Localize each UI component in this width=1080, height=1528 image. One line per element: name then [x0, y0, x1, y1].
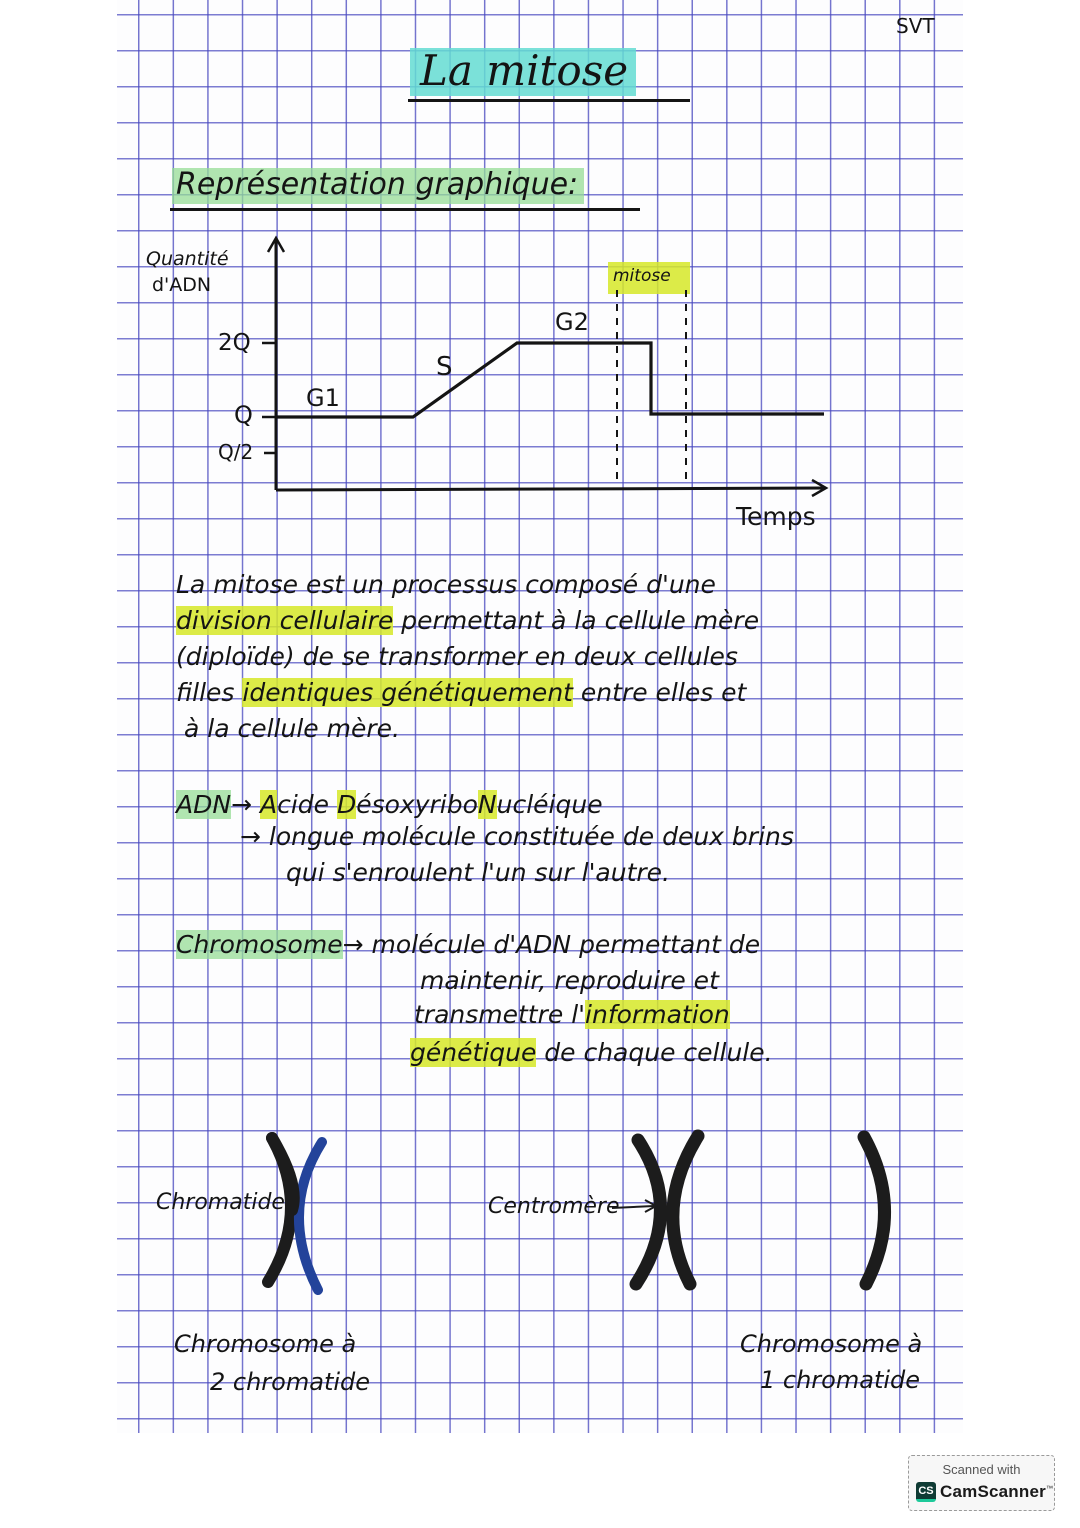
definition-line-4-end: entre elles et	[572, 678, 747, 707]
phase-label-g2: G2	[555, 308, 589, 336]
adn-sub-arrow-icon: →	[240, 822, 261, 851]
adn-expansion-n-rest: ucléique	[496, 790, 603, 819]
chromosome-line-3-start: transmettre l'	[414, 1000, 586, 1029]
adn-letter-a: A	[259, 790, 278, 819]
highlight-genetique: génétique	[410, 1038, 537, 1067]
x-axis-label: Temps	[736, 502, 816, 531]
adn-definition-line-3: qui s'enroulent l'un sur l'autre.	[286, 858, 671, 887]
single-chromatid	[864, 1137, 885, 1284]
chromosome-line-1-text: molécule d'ADN permettant de	[371, 930, 761, 959]
chromatide-label: Chromatide	[156, 1190, 285, 1215]
right-caption-line-1: Chromosome à	[740, 1330, 923, 1358]
y-tick-label-q: Q	[234, 401, 253, 429]
chromosome-x-left	[636, 1140, 661, 1284]
watermark-tm: ™	[1045, 1485, 1054, 1493]
phase-label-g1: G1	[306, 384, 340, 412]
centromere-label: Centromère	[488, 1194, 620, 1219]
definition-line-3: (diploïde) de se transformer en deux cellules	[176, 642, 738, 671]
phase-label-s: S	[436, 352, 453, 382]
section-title: Représentation graphique:	[172, 168, 584, 204]
right-caption-line-2: 1 chromatide	[760, 1366, 921, 1394]
camscanner-logo-icon: CS	[916, 1482, 936, 1502]
subject-label: SVT	[896, 14, 935, 38]
left-caption-line-1: Chromosome à	[174, 1330, 357, 1358]
definition-line-4-start: filles	[176, 678, 243, 707]
y-axis-label-line1: Quantité	[146, 248, 229, 270]
chromosome-definition-line-2: maintenir, reproduire et	[420, 966, 719, 995]
adn-expansion-a-rest: cide	[277, 790, 337, 819]
highlight-information: information	[585, 1000, 730, 1029]
y-axis-label-line2: d'ADN	[152, 274, 212, 296]
adn-term: ADN	[176, 790, 232, 819]
chromatid-blue	[299, 1142, 322, 1290]
definition-line-2-rest: permettant à la cellule mère	[393, 606, 760, 635]
definition-line-5: à la cellule mère.	[184, 714, 400, 743]
chromosome-arrow-icon: →	[342, 930, 364, 959]
y-tick-label-q2: Q/2	[218, 440, 254, 464]
watermark-brand-text: CamScanner	[940, 1482, 1046, 1501]
chromosome-line-4-end: de chaque cellule.	[536, 1038, 773, 1067]
adn-arrow-icon: →	[231, 790, 253, 819]
highlight-division-cellulaire: division cellulaire	[176, 606, 394, 635]
y-tick-label-2q: 2Q	[218, 330, 251, 356]
chromosome-x-right	[673, 1136, 698, 1284]
page-title: La mitose	[410, 48, 636, 96]
adn-line-2-text: longue molécule constituée de deux brins	[268, 822, 794, 851]
watermark-scanned-with: Scanned with	[942, 1462, 1021, 1477]
adn-letter-n: N	[477, 790, 497, 819]
adn-expansion-d-rest: ésoxyribo	[356, 790, 478, 819]
chromosome-term: Chromosome	[176, 930, 343, 959]
camscanner-watermark	[908, 1455, 1055, 1511]
watermark-brand	[940, 1482, 1053, 1502]
left-caption-line-2: 2 chromatide	[210, 1368, 371, 1396]
highlight-identiques-genetiquement: identiques génétiquement	[242, 678, 573, 707]
definition-line-1: La mitose est un processus composé d'une	[176, 570, 716, 599]
phase-label-mitose: mitose	[613, 266, 671, 286]
adn-letter-d: D	[336, 790, 357, 819]
